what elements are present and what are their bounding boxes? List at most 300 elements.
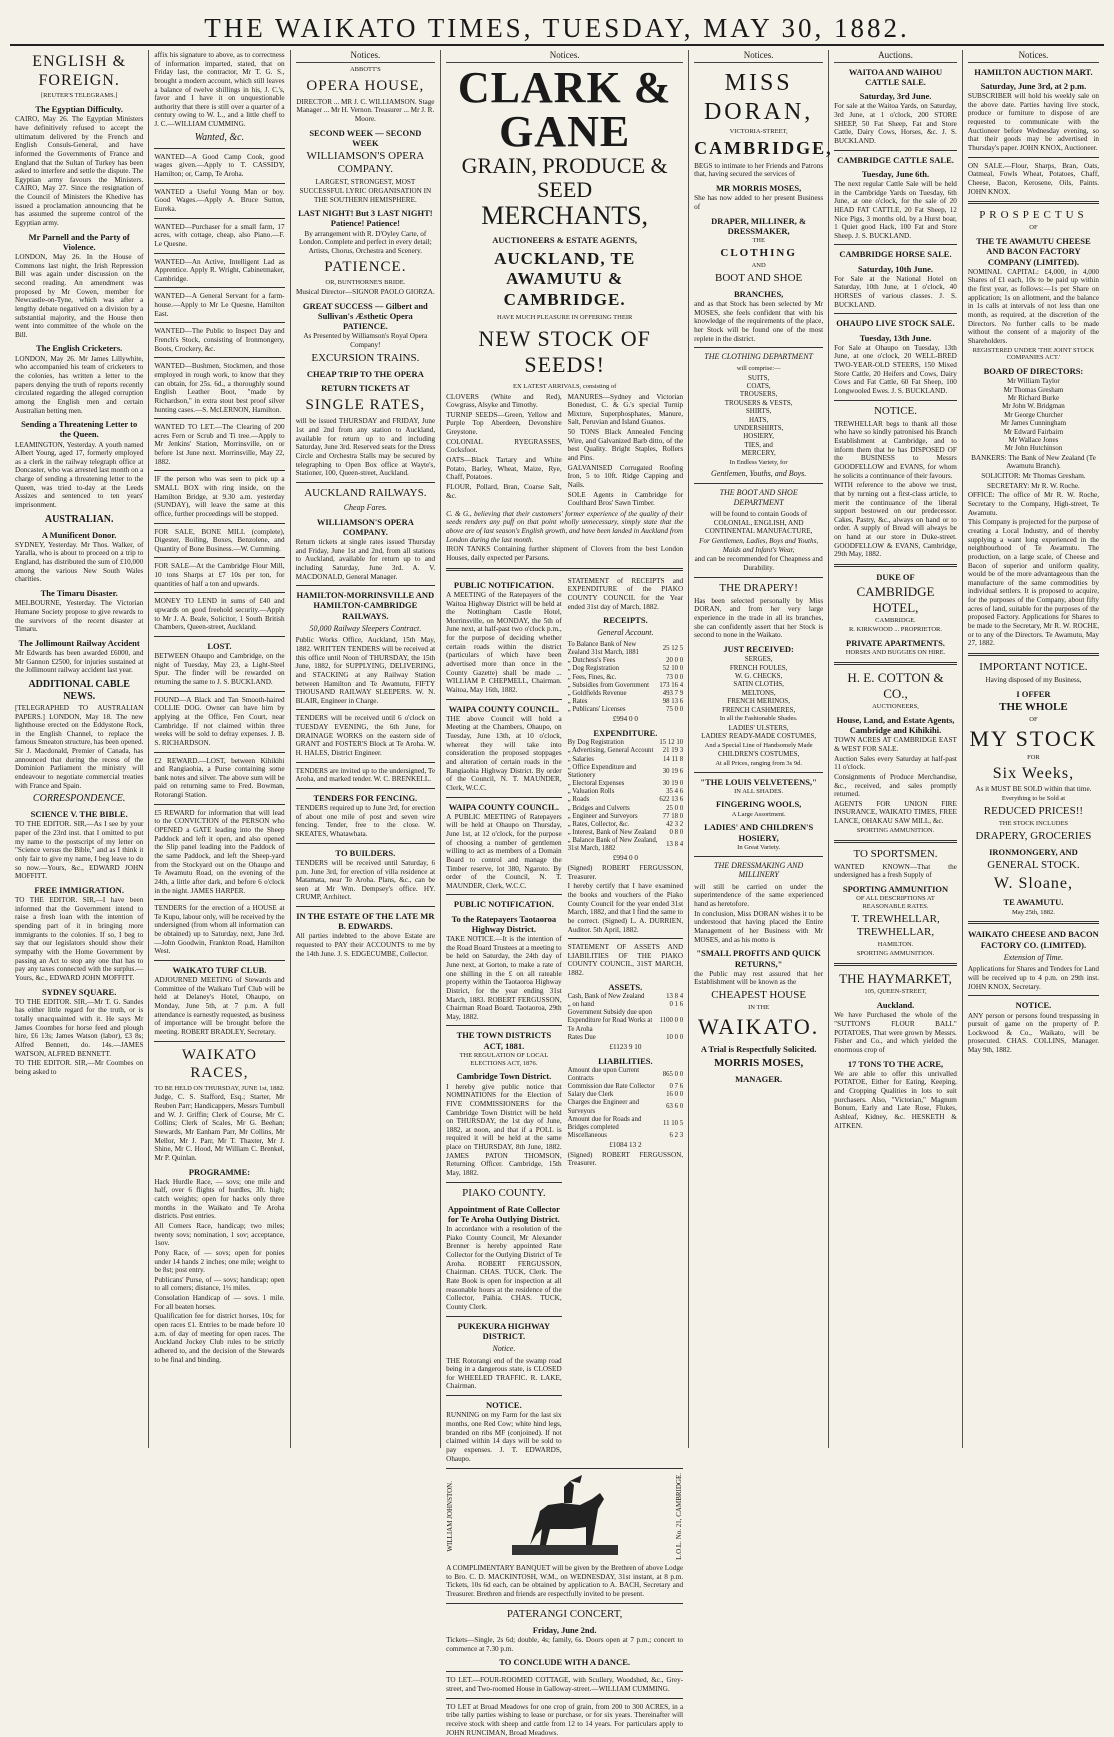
ad-text: will be found to contain Goods of COLONIAL, ENGLISH, AND CONTINENTAL MANUFACTURE, xyxy=(704,510,813,536)
column-auctions xyxy=(829,50,963,1448)
ad-title: Six Weeks, xyxy=(992,765,1075,783)
headline: Sending a Threatening Letter to the Queen. xyxy=(21,419,138,440)
notice-heading: WAIPA COUNTY COUNCIL. xyxy=(448,801,560,812)
ad-line: House, Land, and Estate Agents, Cambridge and Kihikihi. xyxy=(836,714,955,736)
row-label: Cash, Bank of New Zealand xyxy=(567,992,645,1000)
table-row xyxy=(568,837,684,853)
row-label: „ Dutchess's Fees xyxy=(567,657,616,665)
notice-heading: NOTICE. xyxy=(486,1400,522,1411)
ad-small: OF xyxy=(1029,716,1038,724)
row-amount: 35 4 6 xyxy=(666,788,684,796)
seed-item: OATS—Black Tartary and White Potato, Barley, Wheat, Maize, Rye, Chaff, Potatoes. xyxy=(446,455,562,482)
section-title: ENGLISH & FOREIGN. xyxy=(32,53,127,90)
notice-heading: NOTICE. xyxy=(1015,1000,1052,1011)
row-label: „ Goldfields Revenue xyxy=(567,689,627,697)
row-label: „ Valuation Rolls xyxy=(567,788,615,796)
headline: The Jollimount Railway Accident xyxy=(18,637,140,648)
lodge-engraving-block xyxy=(446,1473,683,1560)
table-row xyxy=(568,1083,684,1091)
classified-ad: FOR SALE—At the Cambridge Flour Mill, 10 tons Sharps at £7 10s per ton, for quantities of half a ton and upwards. xyxy=(154,562,285,588)
ad-small: HORSES AND BUGGIES ON HIRE. xyxy=(845,649,946,657)
ad-title: TO SPORTSMEN. xyxy=(853,847,938,860)
list-item: Mr John W. Bridgman xyxy=(1002,402,1065,411)
column-miss-doran xyxy=(689,50,833,1448)
ad-title: GENERAL STOCK. xyxy=(987,859,1080,872)
ad-small: And a Special Line of Handsomely Made xyxy=(704,741,813,749)
ad-text: We are able to offer this unrivalled POTATOE, Either for Eating, Keeping, and Cropping Qualities in lots to suit purchasers. Also, "Victorian," Magnum Bonum, Early and Late Rose, Flukes, Ashleaf, Kidney, &c. HESKETH & AITKEN. xyxy=(834,1069,957,1130)
headline: The English Cricketers. xyxy=(36,343,123,354)
ad-subtitle: ABBOTT'S xyxy=(349,65,381,73)
table-total: £1084 13 2 xyxy=(609,1141,642,1150)
ad-text: This Company is projected for the purpose of creating a Local Industry, and of thereby supplying a want long experienced in the neighbourhood of Te Awamutu. The production, on a large scale, of Cheese and Bacon of superior and uniform quality, would be of the more advantageous than the manufacture of the same commodities by individual settlers. It is proposed to acquire, for the purposes of the Company, about fifty acres of land, suitable for the purposes of the proposed Factory. Applications for Shares to be made to the Secretary, Mr R. W. ROCHE, or to any of the Directors. Te Awamutu, May 27, 1882. xyxy=(967,518,1100,648)
row-amount: 0 1 6 xyxy=(669,1001,684,1009)
sale-text: For sale at the Waitoa Yards, on Saturday, 3rd June, at 1 o'clock, 200 STORE SHEEP, 50 Fat Sheep, Fat and Store Cattle, Dairy Cows, Horses, &c. J. S. BUCKLAND. xyxy=(834,102,957,145)
race-item: Qualification fee for district horses, 10s; for open races £1. Entries to be made before 10 a.m. of day of meeting for open races. The Auckland Jockey Club rules to be strictly adhered to, and the decision of the Stewards to be final and binding. xyxy=(154,1312,285,1364)
row-label: Amount due upon Current Contracts xyxy=(567,1066,640,1082)
row-amount: 622 13 6 xyxy=(659,796,684,804)
notice-text: A COMPLIMENTARY BANQUET will be given by the Brethren of above Lodge to Bro. C. D. MACKINTOSH, W.M., on WEDNESDAY, 31st instant, at 8 p.m. Tickets, 10s 6d each, can be obtained by application to A. BACH, Secretary and Treasurer. Brethren and friends are respectfully invited to be present. xyxy=(446,1564,684,1598)
statement-heading: EXPENDITURE. xyxy=(593,728,658,739)
notice-text: In accordance with a resolution of the Piako County Council, Mr Alexander Brenner is hereby appointed Rate Collector for the Outlying District of Te Aroha. ROBERT FERGUSSON, Chairman. CHAS. TUCK, Clerk. The Rate Book is open for inspection at all reasonable hours at the residence of the Collector, Paihia. CHAS. TUCK, County Clerk. xyxy=(446,1225,562,1311)
column-opera-tenders xyxy=(291,50,442,1448)
row-amount: 11 10 5 xyxy=(663,1119,684,1127)
ad-line: THE DRESSMAKING AND MILLINERY xyxy=(714,860,804,880)
table-row xyxy=(568,641,684,657)
lodge-number: L.O.L. No. 21, CAMBRIDGE. xyxy=(674,1473,683,1561)
row-amount: 13 8 4 xyxy=(666,992,684,1000)
section-heading: Wanted, &c. xyxy=(194,131,245,143)
sale-date: Saturday, 3rd June. xyxy=(859,91,932,102)
ad-line: AUCKLAND, TE AWAMUTU & CAMBRIDGE. xyxy=(494,248,636,309)
statement-title: STATEMENT of RECEIPTS and EXPENDITURE of the PIAKO COUNTY COUNCIL for the Year ended 31st day of March, 1882. xyxy=(567,576,684,611)
ad-line: "SMALL PROFITS AND QUICK RETURNS," xyxy=(696,948,821,969)
article-text: SYDNEY, Yesterday. Mr Thos. Walker, of Yaralla, who is about to proceed on a trip to England, has distributed the sum of £10,000 among the various New South Wales charities. xyxy=(15,540,144,584)
row-amount: 0 7 6 xyxy=(669,1083,684,1091)
list-item: MELTONS, xyxy=(741,688,776,697)
ad-title: THE WHOLE xyxy=(999,700,1068,713)
ad-small: THE xyxy=(752,236,765,244)
table-row xyxy=(568,1091,684,1099)
notice-text: THE Rotorangi end of the swamp road being in a dangerous state, is CLOSED for WHEELED TRAFFIC. R. LAKE, Chairman. xyxy=(446,1356,562,1391)
column-heading: Auctions. xyxy=(834,50,957,63)
list-item: SHIRTS, xyxy=(745,407,772,416)
ad-title: WAIKATO RACES, xyxy=(181,1046,257,1081)
table-row xyxy=(568,780,684,788)
classified-ad: WANTED TO LET.—The Clearing of 200 acres Fern or Scrub and Ti tree.—Apply to Mr Jenkins' Station, Morrinsville, on or before 1st June next. Morrinsville, May 22, 1882. xyxy=(154,423,285,466)
list-item: Mr Wallace Jones xyxy=(1008,436,1059,445)
ad-small: OF ALL DESCRIPTIONS AT REASONABLE RATES. xyxy=(856,895,935,910)
ad-title: W. Sloane, xyxy=(993,875,1074,893)
classified-ad: WANTED—Bushmen, Stockmen, and those employed in rough work, to know that they can obtain, for 25s. 6d., a thoroughly sound English Leather Boot, "made by Richardson," in extra stout best proof silver hunting cases.—S. McLERNON, Hamilton. xyxy=(154,362,285,414)
ad-line: HAMILTON-MORRINSVILLE AND HAMILTON-CAMBRIDGE RAILWAYS. xyxy=(296,590,435,621)
list-item: TROUSERS, xyxy=(739,390,778,399)
table-row xyxy=(568,756,684,764)
table-row xyxy=(568,1001,684,1009)
notice-text: Tickets—Single, 2s 6d; double, 4s; family, 6s. Doors open at 7 p.m.; concert to commence at 7.30 p.m. xyxy=(446,1636,684,1653)
ad-line: 17 TONS TO THE ACRE, xyxy=(847,1058,944,1069)
ad-text: and can be recommended for Cheapness and Durability. xyxy=(694,555,823,572)
ad-line: DRAPER, MILLINER, & DRESSMAKER, xyxy=(711,215,807,236)
ad-line: I OFFER xyxy=(1016,688,1051,699)
table-row xyxy=(568,764,684,780)
row-label: „ Subsidies from Government xyxy=(567,681,650,689)
row-amount: 30 19 0 xyxy=(662,780,684,788)
ad-text: TENDERS required up to June 3rd, for erection of about one mile of post and seven wire fencing. Tender, free to the close. W. SKEATES, Whatawhata. xyxy=(295,804,436,839)
notice-heading: To the Ratepayers Taotaoroa Highway District. xyxy=(451,913,557,934)
ad-text: NOMINAL CAPITAL: £4,000, in 4,000 Shares of £1 each, 10s to be paid up within the first year, as follows:—1s per Share on application; 1s on allotment, and the balance in 1s calls at intervals of not less than one month, as required, at the discretion of the Directors. No further calls to be made without the consent of a majority of the Shareholders. xyxy=(967,267,1100,345)
column-wanted xyxy=(149,50,290,1448)
ad-line: TENDERS FOR FENCING. xyxy=(313,792,418,803)
ad-line: GREAT SUCCESS — Gilbert and Sullivan's Æsthetic Opera PATIENCE. xyxy=(302,300,428,332)
notice-heading: PIAKO COUNTY. xyxy=(462,1186,546,1199)
table-row xyxy=(568,805,684,813)
list-item: Mr William Taylor xyxy=(1007,377,1060,386)
article-text: LEAMINGTON, Yesterday. A youth named Albert Young, aged 17, formerly employed as a clerk in the railway telegraph office at Doncaster, who was arrested last month on a charge of sending a threatening letter to the Queen, was tried to-day at the Leeds Assizes and sentenced to ten years' imprisonment. xyxy=(15,440,144,509)
ad-text: We have Purchased the whole of the "SUTTON'S FLOUR BALL" POTATOES, That were grown by Messrs. Fisher and Co., and which yielded the enormous crop of xyxy=(834,1011,957,1054)
ad-text: All parties indebted to the above Estate are requested to PAY their ACCOUNTS to me by the 14th June. J. S. EDGECUMBE, Collector. xyxy=(295,932,436,958)
audit-text: I hereby certify that I have examined the books and vouchers of the Piako County Council for the year ended 31st March, 1882, and that I find the same to be correct. (Signed) L. A. DURRIEN, Auditor. 5th April, 1882. xyxy=(567,882,684,934)
list-item: SATIN CLOTHS, xyxy=(733,680,784,689)
statement-subheading: General Account. xyxy=(597,628,654,638)
row-amount: 25 0 0 xyxy=(666,804,684,812)
race-item: Publicans' Purse, of — sovs; handicap; open to all comers; distance, 1½ miles. xyxy=(154,1275,285,1293)
ad-small: IN THE xyxy=(748,1004,770,1012)
ad-small: In Great Variety. xyxy=(737,843,781,851)
headline: FREE IMMIGRATION. xyxy=(34,884,124,895)
seed-item: TURNIP SEEDS—Green, Yellow and Purple Top Aberdeen, Devonshire Greystone. xyxy=(446,410,562,437)
row-label: „ Interest, Bank of New Zealand xyxy=(567,828,656,836)
classified-ad: TO LET.—FOUR-ROOMED COTTAGE, with Scullery, Woodshed, &c., Grey-street, and Two-roomed House in Galloway-street.—WILLIAM CUMMING. xyxy=(446,1676,684,1694)
list-item: TROUSERS & VESTS, xyxy=(724,398,793,407)
table-row xyxy=(568,657,684,665)
ad-line: MANAGER. xyxy=(735,1073,783,1084)
ad-subtitle: Cheap Fares. xyxy=(343,503,387,512)
row-amount: 98 13 6 xyxy=(662,698,684,706)
race-item: Consolation Handicap of — sovs. 1 mile. For all beaten horses. xyxy=(154,1294,285,1311)
ad-line: DUKE OF xyxy=(876,572,915,583)
ad-text: TENDERS are invited up to the undersigned, Te Aroha, and marked tender. W. C. BRENKELL. xyxy=(295,766,436,784)
ad-text: Consignments of Produce Merchandise, &c., received, and sales promptly returned. xyxy=(834,772,957,799)
table-row xyxy=(568,747,684,755)
article-text: Mr Edwards has been awarded £6000, and Mr Gannon £2500, for injuries sustained at the Jollimount railway accident last year. xyxy=(15,648,144,675)
notice-heading: PUKEKURA HIGHWAY DISTRICT. xyxy=(457,1320,551,1341)
seed-item: GALVANISED Corrugated Roofing Iron, 5 to 10ft. Ridge Capping and Nails. xyxy=(567,463,684,489)
ad-title: DRAPERY, GROCERIES xyxy=(975,829,1092,842)
ad-text: SECRETARY: Mr R. W. Roche. xyxy=(987,481,1080,490)
ad-text: Return tickets at single rates issued Thursday and Friday, June 1st and 2nd, from all stations to Auckland, available for return up to and including Saturday, June 3rd. A. V. MACDONALD, General Manager. xyxy=(295,537,436,581)
ad-small: CAMBRIDGE. xyxy=(875,617,916,625)
row-amount: 42 3 2 xyxy=(666,820,684,828)
list-item: COATS, xyxy=(746,382,771,391)
headline: SYDNEY SQUARE. xyxy=(42,986,117,997)
list-item: SERGES, xyxy=(744,655,773,664)
receipts-table xyxy=(568,641,684,714)
classified-ad: TENDERS for the erection of a HOUSE at Te Kupu, labour only, will be received by the undersigned (from whom all information can be obtained) up to Saturday, next, June 3rd.—John Goodwin, Frankton Road, Hamilton West. xyxy=(154,904,285,956)
row-label: „ Fees, Fines, &c. xyxy=(567,673,617,681)
row-label: „ Publicans' Licenses xyxy=(567,706,626,714)
headline: The Egyptian Difficulty. xyxy=(35,104,123,115)
ad-line: IRONMONGERY, AND xyxy=(989,846,1078,857)
ad-text: By arrangement with R. D'Oyley Carte, of London. Complete and perfect in every detail; Artists, Chorus, Orchestra and Scenery. xyxy=(298,229,432,255)
seed-item: 50 TONS Black Annealed Fencing Wire, and Galvanized Barb ditto, of the best Quality. Bright Staples, Rollers and Pins. xyxy=(567,428,684,462)
liabilities-table xyxy=(568,1067,684,1140)
letter-text: TO THE EDITOR. SIR,—I have been informed that the Government intend to raise a fresh loan with the intention of spending part of it in bringing more immigrants to the colonies. If so, I beg to say that our legislators should show their sympathy with the Home Government by passing an Act to stop any one that has to pay any taxes connected with the surplus.—Yours, &c., EDWARD JOHN MOFFITT. xyxy=(15,896,144,982)
table-row xyxy=(568,1132,684,1140)
notice-heading: WAIPA COUNTY COUNCIL. xyxy=(448,703,560,714)
list-item: W. G. CHECKS, xyxy=(734,671,783,680)
row-amount: 1100 0 0 xyxy=(659,1017,684,1025)
ad-subtitle: VICTORIA-STREET, xyxy=(729,128,788,136)
notice-heading: NOTICE. xyxy=(873,404,918,417)
ad-line: THE BOOT AND SHOE DEPARTMENT xyxy=(719,487,798,507)
ad-small: In all the Fashionable Shades. xyxy=(719,714,798,722)
headline: The Timaru Disaster. xyxy=(40,588,118,599)
ad-text: and as that Stock has been selected by Mr MOSES, she feels confident that with his knowledge of the requirements of the place, her Stock will be found one of the most replete in the district. xyxy=(694,300,824,343)
ad-line: THE CLOTHING DEPARTMENT xyxy=(704,352,814,362)
row-amount: 173 16 4 xyxy=(659,681,684,689)
table-total: £994 0 0 xyxy=(612,854,638,863)
row-label: „ Rates xyxy=(567,698,588,706)
ad-text: will still be carried on under the superintendence of the same experienced hand as heretofore. xyxy=(694,882,824,909)
ad-small: will comprise:— xyxy=(736,364,781,372)
ad-text: SOLICITOR: Mr Thomas Gresham. xyxy=(981,472,1086,481)
ad-text: AGENTS FOR UNION FIRE INSURANCE, WAIKATO TIMES, FREE LANCE, OHAKAU SAW MILL, &c. xyxy=(834,799,957,826)
ad-line: Saturday, June 3rd, at 2 p.m. xyxy=(980,80,1087,91)
column-heading: Notices. xyxy=(694,50,823,63)
ad-line: WILLIAMSON'S OPERA COMPANY. xyxy=(316,516,414,537)
table-row xyxy=(568,739,684,747)
assets-table xyxy=(568,993,684,1042)
article-text: affix his signature to above, as to correctness of information imparted, stated, that on Friday last, the contractor, Mr T. G. S., brought a modern account, which still leaves a balance of twelve shillings in his, J. C.'s, favor and I have it on unquestionable authority that there is still over a quarter of a century owing to W. L., and a little cheff to J. C.—WILLIAM CUMMING. xyxy=(154,51,285,129)
row-label: „ Rates, Collector, &c. xyxy=(567,820,630,828)
row-amount: 75 0 0 xyxy=(666,706,684,714)
ad-line: WAIKATO CHEESE AND BACON FACTORY CO. (LIMITED). xyxy=(968,929,1099,950)
ad-line: SECOND WEEK — SECOND WEEK xyxy=(309,127,422,148)
programme-heading: PROGRAMME: xyxy=(188,1166,251,1177)
ad-line: FINGERING WOOLS, xyxy=(715,799,802,810)
ad-text: Applications for Shares and Tenders for Land will be received up to 4 p.m. on 29th inst. JOHN KNOX, Secretary. xyxy=(967,965,1100,991)
ad-line: TO BUILDERS. xyxy=(335,847,396,858)
letter-text: TO THE EDITOR. SIR,—Mr Coombes on being asked to xyxy=(15,1059,144,1076)
ad-text: In conclusion, Miss DORAN wishes it to be understood that having placed the Entire Management of her Business with Mr MOSES, and as his motto is xyxy=(694,909,824,944)
ad-subtitle: Extension of Time. xyxy=(1003,952,1064,962)
table-total: £1123 9 10 xyxy=(609,1042,642,1051)
ad-line: Auckland. xyxy=(876,1000,915,1011)
notice-text: THE above Council will hold a Meeting at the Chambers, Ohaupo, on Tuesday, June 13th, at 10 o'clock, whereat they will take into consideration the proposed stoppages and alteration of certain roads in the Rangiaohia Highway District. By order of the Council, N. T. MAUNDER, Clerk, W.C.C. xyxy=(446,714,562,792)
classified-ad: WANTED—A Good Camp Cook, good wages given.—Apply to T. CASSIDY, Hamilton; or, Camp, Te Aroha. xyxy=(154,152,285,179)
classified-ad: WANTED a Useful Young Man or boy. Good Wages.—Apply A. Bruce Sutton, Eureka. xyxy=(154,187,285,213)
column-heading: Notices. xyxy=(446,50,683,63)
column-heading: Notices. xyxy=(296,50,436,63)
sale-text: For Sale at Ohaupo on Tuesday, 13th June, at one o'clock, 20 WELL-BRED TWO-YEAR-OLD STEERS, 150 Mixed Store Cattle, 20 Heifers and Cows, Dairy Cows and Fat Cattle, 60 Fat Sheep, 100 Longwooled Ewes. J. S. BUCKLAND. xyxy=(834,343,957,395)
race-item: Hack Hurdle Race, — sovs; one mile and half, over 6 flights of hurdles, 3ft. high; catch weights; open for hacks only three months in the Waikato and Te Aroha districts. Post entries. xyxy=(154,1177,285,1221)
row-label: Amount due for Roads and Bridges completed xyxy=(567,1115,642,1131)
ad-small: AND xyxy=(751,261,766,269)
row-label: Commission due Rate Collector xyxy=(567,1083,655,1091)
notice-text: ADJOURNED MEETING of Stewards and Committee of the Waikato Turf Club will be held at Delaney's Hotel, Ohaupo, on Monday, June 5th, at 7 p.m. A full attendance is earnestly requested, as business of importance will be brought before the meeting. ROBERT BRADLEY, Secretary. xyxy=(154,976,285,1037)
statement-heading: LIABILITIES. xyxy=(598,1055,653,1066)
list-item: TIES, and xyxy=(744,440,773,449)
ad-title: T. TREWHELLAR, TREWHELLAR, xyxy=(851,912,940,938)
ad-title: BOOT AND SHOE xyxy=(715,271,803,284)
notice-heading: PUBLIC NOTIFICATION. xyxy=(453,579,554,590)
table-row xyxy=(568,1116,684,1132)
notice-text: A PUBLIC MEETING of Ratepayers will be held at Ohaupo on Thursday, June 1st, at 12 o'clock, for the purpose of choosing a number of gentlemen willing to act as members of a Domain Board to control and manage the Timber reserve, lot 380, Ngaroto. By order of the Council, N. T. MAUNDER, Clerk, W.C.C. xyxy=(446,812,562,890)
table-row xyxy=(568,698,684,706)
row-amount: 16 0 0 xyxy=(666,1091,684,1099)
seed-item: SOLE Agents in Cambridge for Coulthard Bros' Sawn Timber. xyxy=(567,490,684,508)
classified-ad: TO LET at Broad Meadows for one crop of grain, from 200 to 300 ACRES, in a tribe tally parties wishing to lease or purchase, or for six years. Thereinafter will receive stock with sheep and cattle from 12 to 14 years. For particulars apply to JOHN RUNCIMAN, Broad Meadows. xyxy=(446,1702,684,1737)
ad-small: REGISTERED UNDER 'THE JOINT STOCK COMPANIES ACT.' xyxy=(972,346,1095,362)
notice-subheading: THE REGULATION OF LOCAL ELECTIONS ACT, 1876. xyxy=(459,1051,549,1067)
row-amount: 493 7 9 xyxy=(662,689,684,697)
notice-text: RUNNING on my Farm for the last six months, one Red Cow; white hind legs, branded on ribs MF (conjoined). If not claimed within 14 days will be sold to pay expenses. J. T. EDWARDS, Ohaupo. xyxy=(446,1411,562,1463)
ad-text: BANKERS: The Bank of New Zealand (Te Awamutu Branch). xyxy=(971,453,1096,471)
row-label: To Balance Bank of New Zealand 31st March, 1881 xyxy=(567,641,639,657)
masthead-title: THE WAIKATO TIMES, TUESDAY, MAY 30, 1882. xyxy=(204,13,910,43)
sale-text: For Sale at the National Hotel on Saturday, 10th June, at 1 o'clock, 40 HORSES of various classes. J. S. BUCKLAND. xyxy=(834,274,957,309)
sale-date: Saturday, 10th June. xyxy=(857,263,934,274)
list-item: SUITS, xyxy=(748,373,770,382)
row-amount: 865 0 0 xyxy=(662,1070,684,1078)
statement-title: STATEMENT OF ASSETS AND LIABILITIES OF THE PIAKO COUNTY COUNCIL, 31ST MARCH, 1882. xyxy=(567,943,684,978)
sale-text: The next regular Cattle Sale will be held in the Cambridge Yards on Tuesday, 6th June, at one o'clock, for the sale of 20 HEAD FAT CATTLE, 20 Fat Sheep, 12 Nice Pigs, 3 months old, by a Hurst boar, 1 Quiet good Hack, 100 Fat and Store Sheep. J. S. BUCKLAND. xyxy=(834,179,957,240)
classified-ad: IF the person who was seen to pick up a SMALL BOX with ring inside, on the Hamilton Bridge, at 9.30 a.m. yesterday (SUNDAY), will leave the same at this office, further proceedings will be stopped. xyxy=(154,475,285,518)
ad-small: FOR xyxy=(1027,754,1040,762)
row-amount: 6 2 3 xyxy=(669,1131,684,1139)
column-hamilton-mart xyxy=(963,50,1104,1448)
ad-text: Public Works Office, Auckland, 15th May, 1882. WRITTEN TENDERS will be received at this office until Noon of THURSDAY, the 15th June, 1882, for SUPPLYING, DELIVERING, and STACKING at any Railway Station between Hamilton and Te Awamutu, FIFTY THOUSAND RAILWAY SLEEPERS. W. N. BLAIR, Engineer in Charge. xyxy=(295,636,436,705)
seed-item: COLONIAL RYEGRASSES, Cocksfoot. xyxy=(446,437,562,455)
ad-line: PRIVATE APARTMENTS. xyxy=(846,637,945,648)
ad-small: Everything to be Sold at xyxy=(1001,794,1066,802)
ad-title: MORRIS MOSES, xyxy=(714,1056,804,1069)
notice-heading: PATERANGI CONCERT, xyxy=(506,1607,623,1620)
ad-note: C. & G., believing that their customers' former experience of the quality of their seeds renders any puff on that point wholly unnecessary, simply state that the above are of last season's English growth, and have been landed in Auckland from London during the last month. xyxy=(446,509,684,544)
list-item: Mr George Churcher xyxy=(1004,410,1063,419)
ad-subtitle: HAVE MUCH PLEASURE IN OFFERING THEIR xyxy=(496,314,633,322)
row-label: „ on hand xyxy=(567,1001,595,1009)
headline: A Munificent Donor. xyxy=(41,529,117,540)
row-label: „ Advertising, General Account xyxy=(567,747,654,755)
row-amount: 14 11 8 xyxy=(663,755,684,763)
article-text: MELBOURNE, Yesterday. The Victorian Humane Society propose to give rewards to the survivors of the recent disaster at Timaru. xyxy=(15,599,144,634)
sale-heading: CAMBRIDGE HORSE SALE. xyxy=(839,249,952,260)
ad-text: She has now added to her present Business of xyxy=(694,194,824,211)
row-label: „ Bridges and Culverts xyxy=(567,804,630,812)
row-label: „ Electoral Expenses xyxy=(567,780,625,788)
row-amount: 15 12 10 xyxy=(659,739,684,747)
article-text: CAIRO, May 26. The Egyptian Ministers have definitively refused to accept the ultimatum delivered by the French and English Consuls-General, and have informed the Governments of France and England that the Sultan of Turkey has been asked to interfere and settle the dispute. The Egyptian army favours the Ministers. CAIRO, May 27. Since the resignation of the Council of Ministers the Khedive has issued a proclamation announcing that he has assumed the supreme control of the Egyptian army. xyxy=(15,115,144,228)
notices-two-col xyxy=(446,576,683,1464)
row-amount: 30 19 6 xyxy=(662,767,684,775)
ad-title: PROSPECTUS xyxy=(979,209,1088,222)
ad-text: As Presented by Williamson's Royal Opera Company! xyxy=(303,332,428,350)
table-row xyxy=(568,796,684,804)
ad-line: TE AWAMUTU. xyxy=(1003,897,1064,908)
list-item: FRENCH CASHMERES, xyxy=(722,705,796,714)
ad-line: RETURN TICKETS AT xyxy=(321,383,410,394)
ad-line: BOARD OF DIRECTORS: xyxy=(983,366,1084,377)
list-item: Mr Thomas Gresham xyxy=(1003,385,1064,394)
ad-small: 105, QUEEN-STREET, xyxy=(864,988,927,996)
classified-ad: WANTED—The Public to Inspect Day and French's Stock, consisting of Ironmongery, Boots, Crockery, &c. xyxy=(154,327,285,353)
row-label: „ Engineer and Surveyors xyxy=(567,812,638,820)
ad-title: THE DRAPERY! xyxy=(719,581,798,594)
ad-title: WAIKATO. xyxy=(697,1013,820,1039)
ad-title: CAMBRIDGE, xyxy=(694,138,833,159)
ad-line: CHEAP TRIP TO THE OPERA xyxy=(306,368,424,379)
seed-item: CLOVERS (White and Red), Cowgrass, Alsyke and Timothy. xyxy=(446,392,562,410)
list-item: Mr John Hutchinson xyxy=(1004,444,1063,453)
row-amount: 77 18 0 xyxy=(662,812,684,820)
ad-subtitle: 50,000 Railway Sleepers Contract. xyxy=(309,623,422,633)
notice-text: TREWHELLAR begs to thank all those who have so kindly patronised his Branch Establishment at Cambridge, and to inform them that he has DISPOSED OF the BUSINESS to Messrs GOODFELLOW and EVANS, for whom he solicits a continuance of their favours. xyxy=(834,419,957,480)
ad-title: WILLIAMSON'S OPERA COMPANY. xyxy=(306,149,425,176)
king-william-horse-icon xyxy=(510,1475,620,1559)
table-row xyxy=(568,813,684,821)
ad-small: SPORTING AMMUNITION. xyxy=(856,949,935,957)
ad-small: A Large Assortment. xyxy=(731,810,786,818)
classified-ad: WANTED—A General Servant for a farm-house.—Apply to Mr Le Quesne, Hamilton East. xyxy=(154,292,285,318)
section-heading: LOST. xyxy=(207,640,232,651)
list-item: FRENCH MERINOS, xyxy=(727,697,790,706)
ad-title: THE HAYMARKET, xyxy=(839,970,952,986)
row-label: Charges due Engineer and Surveyors xyxy=(567,1099,640,1115)
notice-heading: PUBLIC NOTIFICATION. xyxy=(453,899,554,910)
ad-line: SPORTING AMMUNITION xyxy=(842,884,949,894)
row-amount: 73 0 0 xyxy=(666,673,684,681)
ad-title: REDUCED PRICES!! xyxy=(983,804,1084,817)
notice-text: ANY person or persons found trespassing in pursuit of game on the property of P. Lockwood & Co., Waikato, will be prosecuted. CHAS. COLLINS, Manager. May 9th, 1882. xyxy=(967,1011,1100,1055)
ad-small: R. KIRKWOOD ... PROPRIETOR. xyxy=(848,626,943,634)
ad-text: Auction Sales every Saturday at half-past 11 o'clock. xyxy=(834,754,957,772)
row-label: „ Dog Registration xyxy=(567,665,619,673)
masthead xyxy=(10,8,1104,46)
ad-line: LAST NIGHT! But 3 LAST NIGHT! Patience! Patience! xyxy=(298,208,433,229)
row-amount: 13 8 4 xyxy=(666,841,684,849)
ad-text: IRON TANKS Containing further shipment of Clovers from the best London Houses, daily expected per Parsons. xyxy=(446,545,684,563)
notice-subheading: Appointment of Rate Collector for Te Aroha Outlying District. xyxy=(447,1203,560,1224)
classified-ad: MONEY TO LEND in sums of £40 and upwards on good freehold security.—Apply to Mr J. A. Beale, Solicitor, 1 South British Chambers, Queen-street, Auckland. xyxy=(154,597,285,632)
table-row xyxy=(568,1009,684,1033)
ad-small: At all Prices, ranging from 3s 9d. xyxy=(715,759,802,767)
list-item: Mr Richard Burke xyxy=(1007,394,1060,403)
row-label: „ Office Expenditure and Stationery xyxy=(567,763,637,779)
table-row xyxy=(568,1034,684,1042)
ad-text: the Public may rest assured that her Establishment will be known as the xyxy=(694,969,824,987)
row-label: Miscellaneous xyxy=(567,1131,607,1139)
ad-text: For Gentlemen, Ladies, Boys and Youths, Maids and Infant's Wear, xyxy=(699,537,819,554)
headline: Mr Parnell and the Party of Violence. xyxy=(28,231,130,252)
classified-ad: FOUND—A Black and Tan Smooth-haired COLLIE DOG. Owner can have him by applying at the Office, Fen Court, near Cambridge. If not claimed within three weeks will be sold to defray expenses. J. B. S. RICHARDSON. xyxy=(154,695,285,747)
table-row xyxy=(568,674,684,682)
seed-list xyxy=(446,392,683,509)
ad-text: BEGS to intimate to her Friends and Patrons that, having secured the services of xyxy=(694,161,824,179)
ad-small: IN ALL SHADES. xyxy=(734,787,784,795)
table-row xyxy=(568,829,684,837)
section-heading: WAIKATO TURF CLUB. xyxy=(172,965,267,975)
column-english-foreign xyxy=(10,50,149,1448)
letter-text: TO THE EDITOR. SIR,—Mr T. G. Sandes has either little regard for the truth, or is totally unacquainted with it. He says Mr James Coombes for horse feed and plough hire, £6 13s; James Watson (labor), £3 8s; Alfred Bennett, do. 14s.—JAMES WATSON, ALFRED BENNETT. xyxy=(15,997,144,1058)
ad-text: LARGEST, STRONGEST, MOST SUCCESSFUL LYRIC ORGANISATION IN THE SOUTHERN HEMISPHERE. xyxy=(299,178,432,204)
row-amount: 10 0 0 xyxy=(666,1033,684,1041)
signature-line: (Signed) ROBERT FERGUSSON, Treasurer. xyxy=(567,864,684,881)
ad-text: ON SALE.—Flour, Sharps, Bran, Oats, Oatmeal, Fowls Wheat, Potatoes, Chaff, Cheese, Bacon, Kerosene, Oils, Paints. JOHN KNOX. xyxy=(967,161,1100,196)
ad-line: JUST RECEIVED: xyxy=(723,644,794,655)
ad-title: OPERA HOUSE, xyxy=(306,77,425,94)
ad-line: Gentlemen, Youths, and Boys. xyxy=(711,469,807,479)
